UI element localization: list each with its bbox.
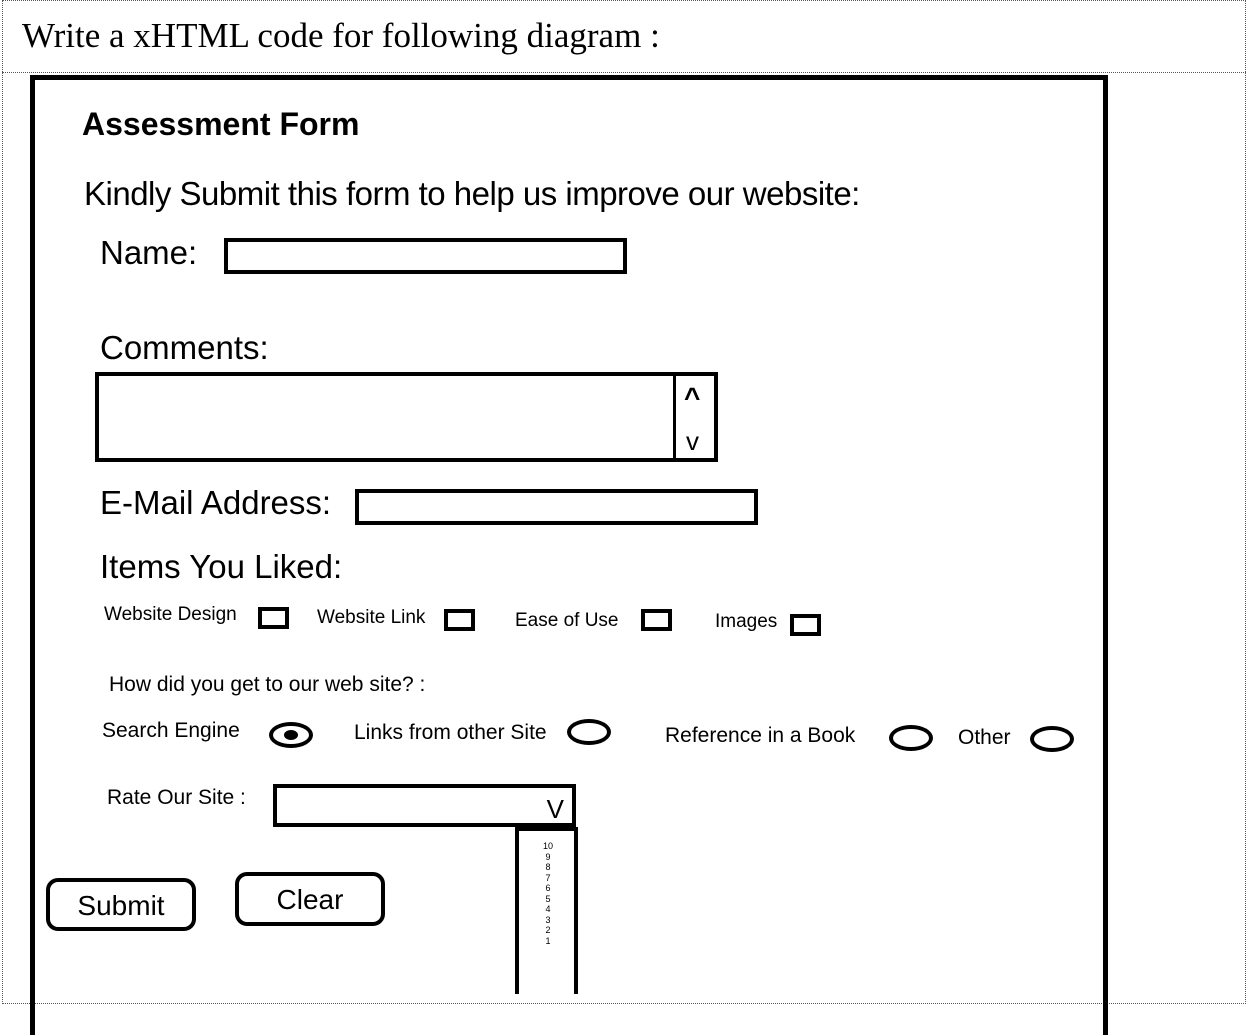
form-intro: Kindly Submit this form to help us improve our website: [84, 175, 860, 212]
name-label: Name: [100, 234, 198, 271]
rate-options [537, 841, 559, 946]
radio-other[interactable] [1030, 726, 1074, 752]
email-field[interactable] [355, 489, 758, 525]
rate-select[interactable] [273, 784, 576, 827]
radio-book[interactable] [889, 725, 933, 751]
item-label-website-design: Website Design [104, 604, 237, 625]
radio-search-engine[interactable] [269, 722, 313, 748]
checkbox-images[interactable] [790, 614, 821, 636]
clear-button[interactable]: Clear [235, 872, 385, 926]
checkbox-website-design[interactable] [258, 607, 289, 629]
question-text: Write a xHTML code for following diagram : [22, 16, 660, 55]
checkbox-ease-of-use[interactable] [641, 609, 672, 631]
comments-textarea[interactable] [95, 372, 718, 462]
scroll-up-arrow[interactable]: ^ [684, 382, 701, 413]
item-label-website-link: Website Link [317, 607, 426, 628]
source-label-search-engine: Search Engine [102, 719, 240, 742]
rate-option[interactable]: 1 [545, 935, 551, 946]
item-label-ease-of-use: Ease of Use [515, 610, 619, 631]
source-label-links-clip [354, 722, 559, 750]
rate-option[interactable]: 3 [545, 914, 551, 925]
rate-option[interactable]: 2 [545, 925, 551, 935]
comments-label: Comments: [100, 329, 269, 366]
radio-selected-dot [284, 730, 298, 740]
rate-dropdown-list [515, 827, 578, 994]
how-label: How did you get to our web site? : [109, 673, 426, 696]
checkbox-website-link[interactable] [444, 609, 475, 631]
submit-button[interactable]: Submit [46, 878, 196, 931]
name-field[interactable] [224, 238, 627, 274]
rate-option[interactable]: 7 [545, 872, 551, 883]
items-label: Items You Liked: [100, 548, 343, 585]
form-title: Assessment Form [82, 106, 360, 142]
rate-option[interactable]: 9 [545, 851, 551, 862]
header-separator [2, 72, 1246, 73]
select-arrow[interactable]: V [546, 794, 564, 824]
source-label-other: Other [958, 726, 1011, 749]
source-label-links: Links from other Site [354, 722, 547, 744]
rate-option[interactable]: 6 [545, 883, 551, 893]
radio-links[interactable] [567, 719, 611, 745]
comments-scrollbar[interactable] [673, 376, 714, 458]
scroll-down-arrow[interactable]: v [686, 426, 699, 456]
source-label-book: Reference in a Book [665, 724, 856, 747]
rate-option[interactable]: 10 [542, 841, 553, 851]
rate-label: Rate Our Site : [107, 786, 246, 809]
item-label-images: Images [715, 611, 778, 632]
email-label: E-Mail Address: [100, 484, 332, 521]
rate-option[interactable]: 8 [545, 862, 551, 872]
rate-option[interactable]: 5 [545, 893, 551, 904]
rate-option[interactable]: 4 [545, 904, 551, 914]
